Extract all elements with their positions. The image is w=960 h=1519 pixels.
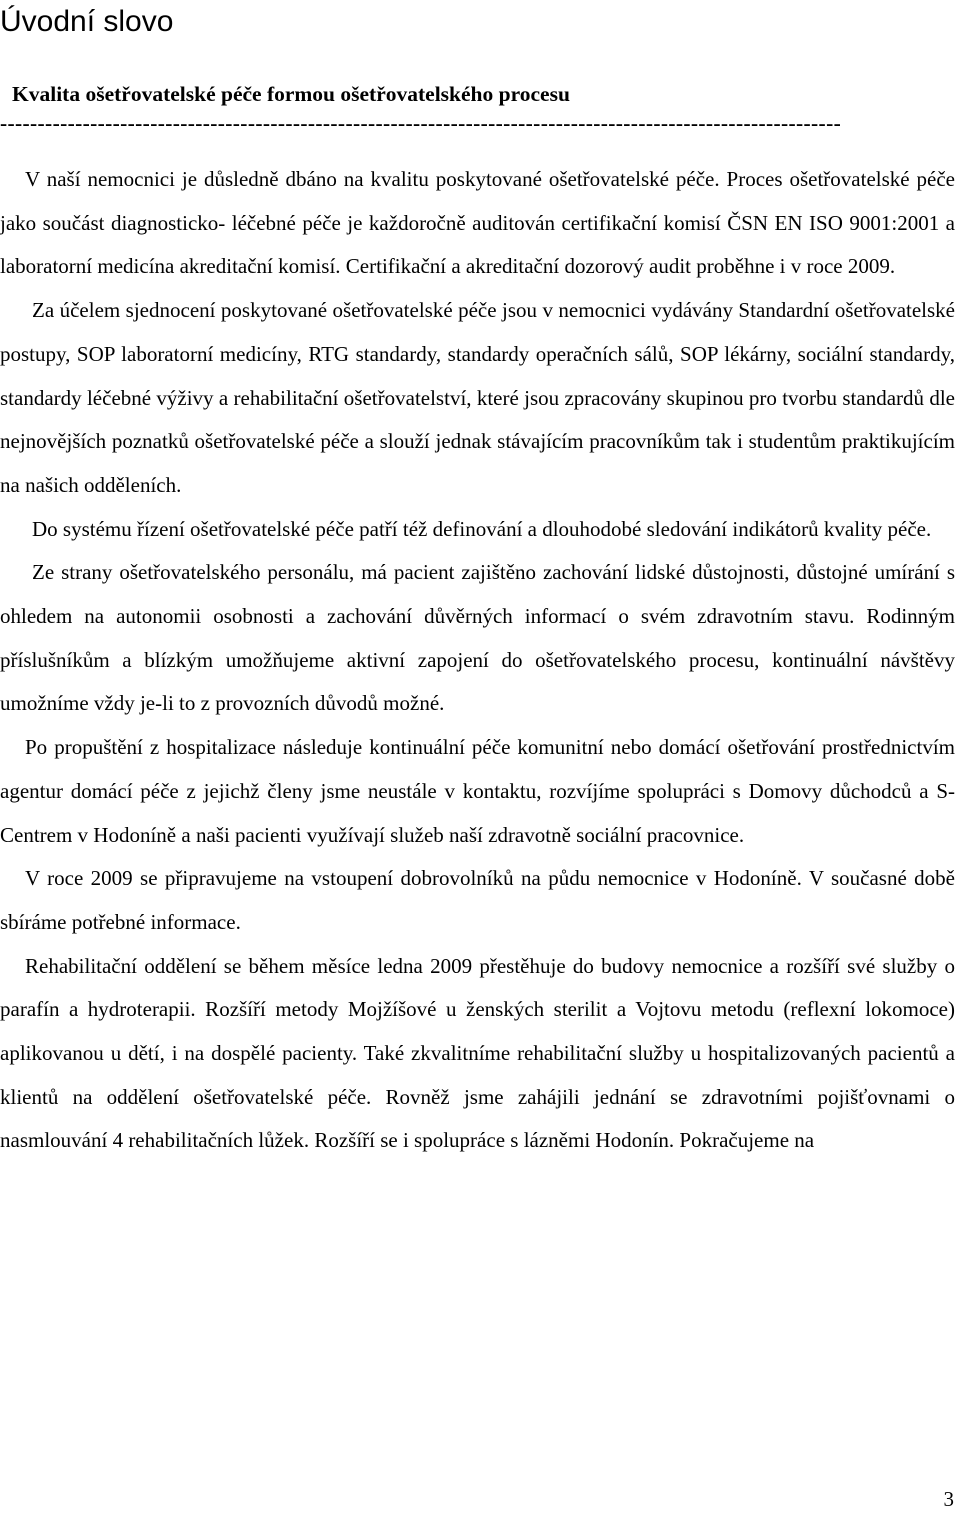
document-subtitle: Kvalita ošetřovatelské péče formou ošetřovatelského procesu xyxy=(12,82,570,106)
paragraph-volunteers: V roce 2009 se připravujeme na vstoupení dobrovolníků na půdu nemocnice v Hodoníně. V současné době sbíráme potřebné informace. xyxy=(0,866,955,934)
paragraph-standards: Za účelem sjednocení poskytované ošetřovatelské péče jsou v nemocnici vydávány Standardní ošetřovatelské postupy, SOP laboratorní medicíny, RTG standardy, standardy operačních sálů, SOP lékárny, sociální standardy, standardy léčebné výživy a rehabilitační ošetřovatelství, které jsou zpracovány skupinou pro tvorbu standardů dle nejnovějších poznatků ošetřovatelské péče a slouží jednak stávajícím pracovníkům tak i studentům praktikujícím na našich odděleních. xyxy=(0,298,955,497)
paragraph-rehabilitation: Rehabilitační oddělení se během měsíce ledna 2009 přestěhuje do budovy nemocnice a rozšíří své služby o parafín a hydroterapii. Rozšíří metody Mojžíšové u ženských sterilit a Vojtovu metodu (reflexní lokomoce) aplikovanou u dětí, i na dospělé pacienty. Také zkvalitníme rehabilitační služby u hospitalizovaných pacientů a klientů na oddělení ošetřovatelské péče. Rovněž jsme zahájili jednání se zdravotními pojišťovnami o nasmlouvání 4 rehabilitačních lůžek. Rozšíří se i spolupráce s lázněmi Hodonín. Pokračujeme na xyxy=(0,953,955,1153)
paragraph-quality-audit: V naší nemocnici je důsledně dbáno na kvalitu poskytované ošetřovatelské péče. Proces ošetřovatelské péče jako součást diagnosticko- léčebné péče je každoročně auditován certifikační komisí ČSN EN ISO 9001:2001 a laboratorní medicína akreditační komisí. Certifikační a akreditační dozorový audit proběhne i v roce 2009. xyxy=(0,167,955,279)
page-title: Úvodní slovo xyxy=(0,5,174,38)
page-number: 3 xyxy=(943,1487,954,1511)
document-body xyxy=(0,158,955,1163)
paragraph-quality-indicators: Do systému řízení ošetřovatelské péče patří též definování a dlouhodobé sledování indikátorů kvality péče. xyxy=(32,516,932,541)
paragraph-patient-dignity: Ze strany ošetřovatelského personálu, má pacient zajištěno zachování lidské důstojnosti, důstojné umírání s ohledem na autonomii osobnosti a zachování důvěrných informací o svém zdravotním stavu. Rodinným příslušníkům a blízkým umožňujeme aktivní zapojení do ošetřovatelského procesu, kontinuální návštěvy umožníme vždy je-li to z provozních důvodů možné. xyxy=(0,560,955,716)
paragraph-discharge-care: Po propuštění z hospitalizace následuje kontinuální péče komunitní nebo domácí ošetřování prostřednictvím agentur domácí péče z jejichž členy jsme neustále v kontaktu, rozvíjíme spolupráci s Domovy důchodců a S-Centrem v Hodoníně a naši pacienti využívají služeb naší zdravotně sociální pracovnice. xyxy=(0,735,955,847)
dashed-separator: ---------------------------------------------------------------------------------------------------------------- xyxy=(0,113,842,133)
